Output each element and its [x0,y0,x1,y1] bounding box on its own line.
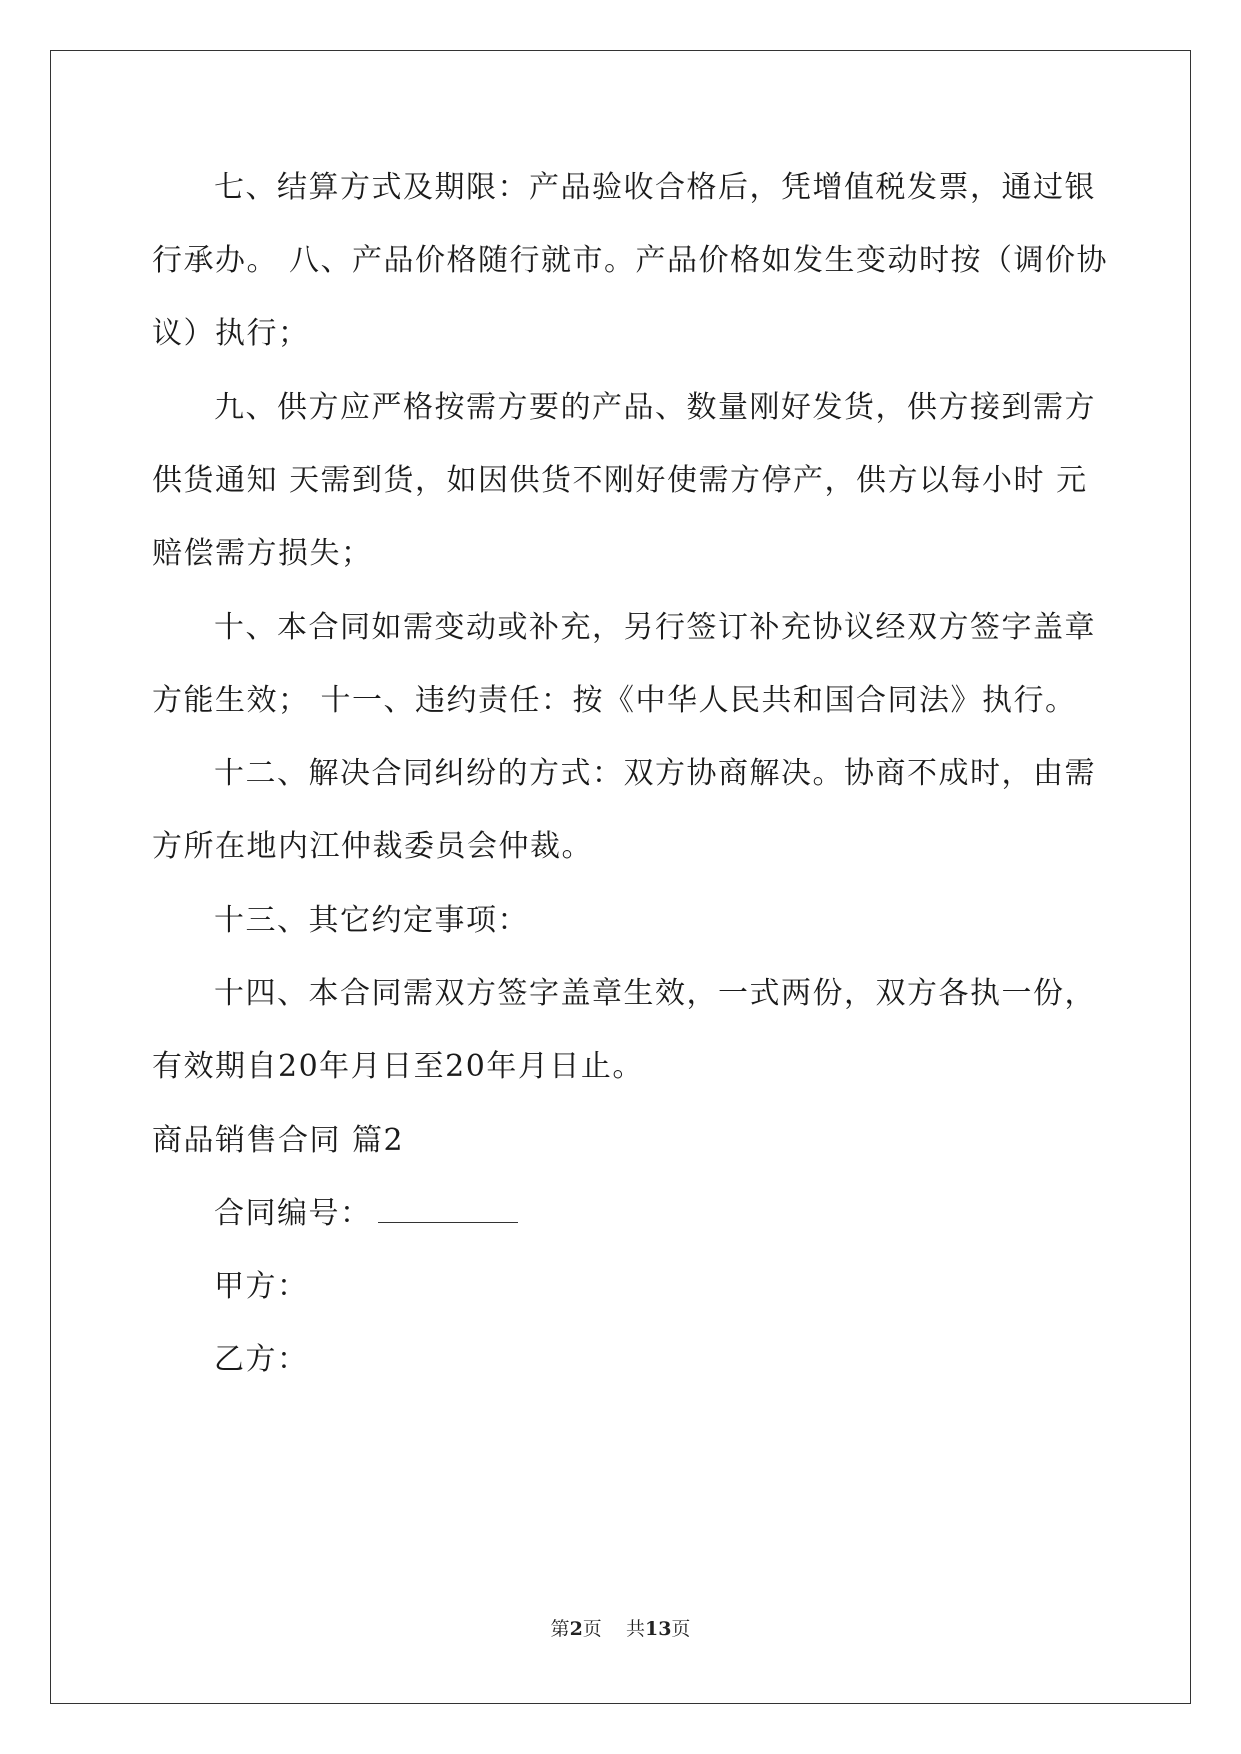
party-a-label: 甲方： [214,1269,309,1304]
footer-suffix: 页 [671,1618,691,1640]
current-page-number: 2 [569,1618,583,1640]
paragraph-line: 九、供方应严格按需方要的产品、数量刚好发货，供方接到需方 [214,390,1096,425]
paragraph-line: 赔偿需方损失； [152,536,373,571]
paragraph-line: 有效期自20年月日至20年月日止。 [152,1049,644,1084]
paragraph-line: 供货通知 天需到货，如因供货不刚好使需方停产，供方以每小时 元 [152,463,1088,498]
footer-middle: 页 共 [582,1618,645,1640]
contract-number-label: 合同编号： [214,1196,372,1231]
total-pages-number: 13 [644,1618,672,1640]
party-b-label: 乙方： [214,1342,309,1377]
paragraph-line: 行承办。 八、产品价格随行就市。产品价格如发生变动时按（调价协 [152,243,1109,278]
paragraph-line: 方能生效； 十一、违约责任：按《中华人民共和国合同法》执行。 [152,683,1077,718]
page-footer [0,1617,1241,1641]
section-heading: 商品销售合同 篇2 [152,1123,405,1158]
paragraph-line: 十四、本合同需双方签字盖章生效，一式两份，双方各执一份， [214,976,1096,1011]
paragraph-line: 议）执行； [152,316,310,351]
paragraph-line: 十二、解决合同纠纷的方式：双方协商解决。协商不成时，由需 [214,756,1096,791]
paragraph-line: 方所在地内江仲裁委员会仲裁。 [152,829,593,864]
footer-prefix: 第 [550,1618,570,1640]
contract-number-blank [378,1196,518,1223]
contract-number-row [214,1194,518,1234]
paragraph-line: 十、本合同如需变动或补充，另行签订补充协议经双方签字盖章 [214,610,1096,645]
page-frame [50,50,1191,1704]
paragraph-line: 十三、其它约定事项： [214,903,529,938]
paragraph-line: 七、结算方式及期限：产品验收合格后，凭增值税发票，通过银 [214,170,1096,205]
